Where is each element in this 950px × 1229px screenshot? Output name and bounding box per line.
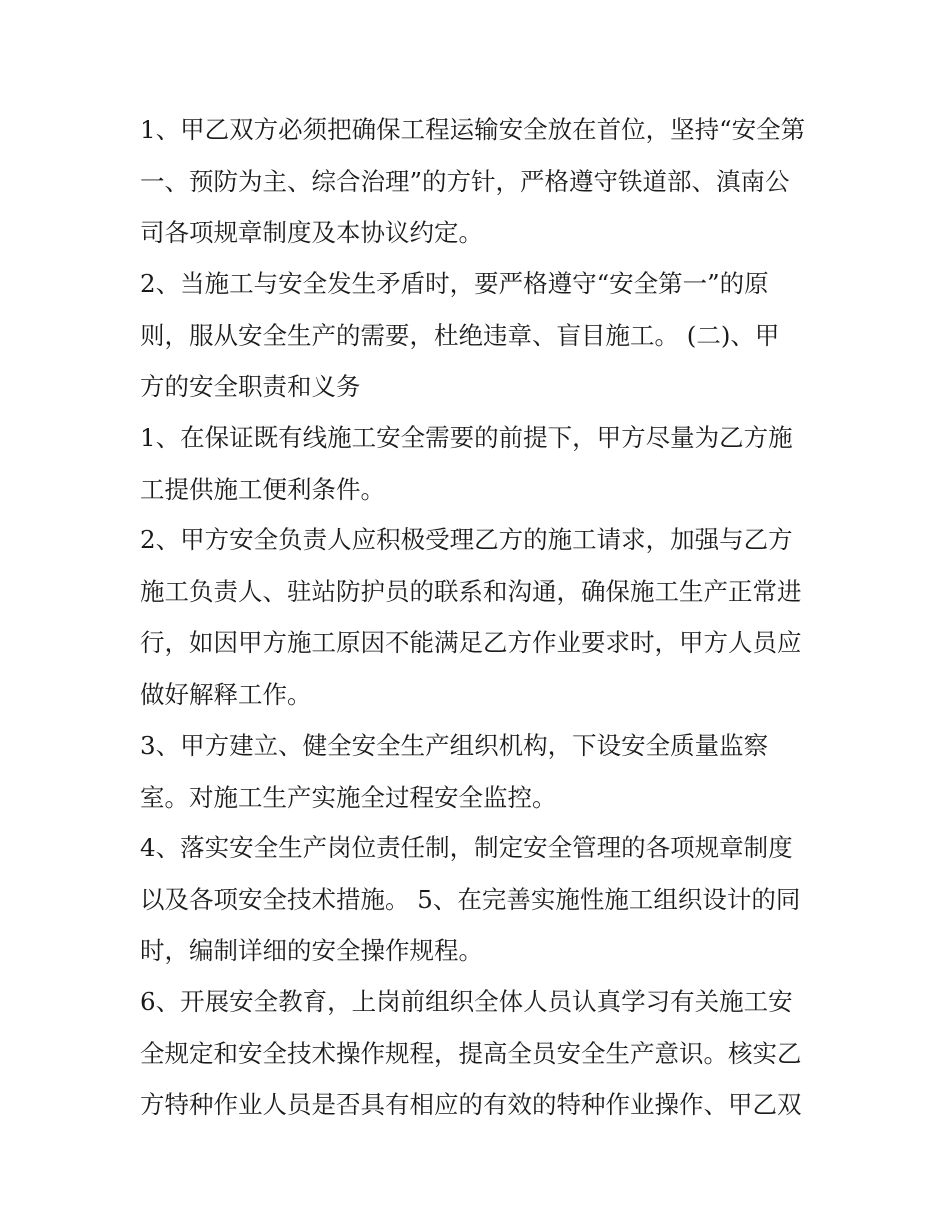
paragraph-6: 4、落实安全生产岗位责任制，制定安全管理的各项规章制度 以及各项安全技术措施。 5、在完善实施性施工组织设计的同 时，编制详细的安全操作规程。 <box>140 833 801 965</box>
paragraph-7: 6、开展安全教育，上岗前组织全体人员认真学习有关施工安 全规定和安全技术操作规程，提高全员安全生产意识。核实乙 方特种作业人员是否具有相应的有效的特种作业操作、甲乙双 <box>140 987 802 1119</box>
paragraph-4: 2、甲方安全负责人应积极受理乙方的施工请求，加强与乙方 施工负责人、驻站防护员的联系和沟通，确保施工生产正常进 行，如因甲方施工原因不能满足乙方作业要求时，甲方人员应 做好解释工作。 <box>140 525 802 709</box>
paragraph-3: 1、在保证既有线施工安全需要的前提下，甲方尽量为乙方施 工提供施工便利条件。 <box>140 423 793 504</box>
paragraph-5: 3、甲方建立、健全安全生产组织机构，下设安全质量监察 室。对施工生产实施全过程安全监控。 <box>140 731 769 812</box>
paragraph-1: 1、甲乙双方必须把确保工程运输安全放在首位，坚持“安全第 一、预防为主、综合治理”的方针，严格遵守铁道部、滇南公 司各项规章制度及本协议约定。 <box>140 115 806 247</box>
paragraph-2: 2、当施工与安全发生矛盾时，要严格遵守“安全第一”的原 则，服从安全生产的需要，杜绝违章、盲目施工。 (二)、甲 方的安全职责和义务 <box>140 269 780 401</box>
